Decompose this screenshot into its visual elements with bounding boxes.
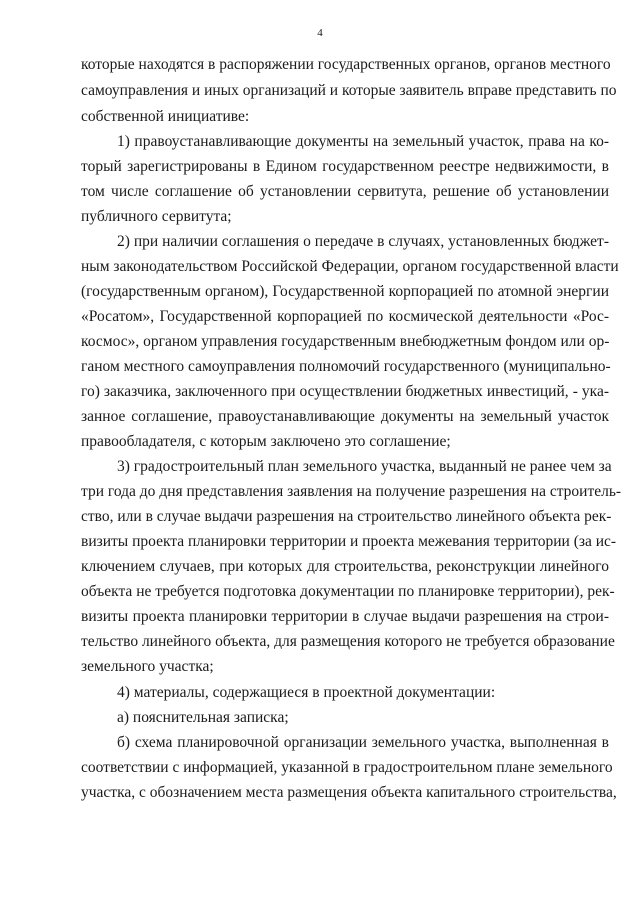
text-line: торый зарегистрированы в Едином государственном реестре недвижимости, в — [81, 158, 609, 175]
text-line: визиты проекта планировки территории и проекта межевания территории (за ис- — [81, 533, 617, 550]
text-line: ганом местного самоуправления полномочий государственного (муниципально- — [81, 358, 611, 375]
text-line: визиты проекта планировки территории в случае выдачи разрешения на строи- — [81, 608, 609, 625]
text-line: том числе соглашение об установлении сервитута, решение об установлении — [81, 183, 609, 200]
text-line: космос», органом управления государственным внебюджетным фондом или ор- — [81, 333, 610, 350]
page-number: 4 — [317, 27, 323, 39]
text-line: земельного участка; — [81, 658, 214, 675]
text-line: ным законодательством Российской Федерации, органом государственной власти — [81, 258, 619, 275]
text-line: 1) правоустанавливающие документы на земельный участок, права на ко- — [117, 133, 609, 150]
text-line: 2) при наличии соглашения о передаче в случаях, установленных бюджет- — [117, 233, 609, 250]
text-line: ство, или в случае выдачи разрешения на строительство линейного объекта рек- — [81, 508, 612, 525]
text-line: самоуправления и иных организаций и которые заявитель вправе представить по — [81, 82, 617, 99]
text-line: участка, с обозначением места размещения объекта капитального строительства, — [81, 784, 617, 801]
text-line: (государственным органом), Государственной корпорацией по атомной энергии — [81, 283, 609, 300]
text-line: а) пояснительная записка; — [117, 709, 289, 726]
text-line: собственной инициативе: — [81, 108, 250, 125]
text-line: «Росатом», Государственной корпорацией по космической деятельности «Рос- — [81, 308, 609, 325]
text-line: занное соглашение, правоустанавливающие документы на земельный участок — [81, 408, 609, 425]
text-line: три года до дня представления заявления на получение разрешения на строитель- — [81, 483, 622, 500]
text-line: соответствии с информацией, указанной в градостроительном плане земельного — [81, 759, 613, 776]
text-line: б) схема планировочной организации земельного участка, выполненная в — [117, 734, 609, 751]
text-line: ключением случаев, при которых для строительства, реконструкции линейного — [81, 558, 609, 575]
text-line: го) заказчика, заключенного при осуществлении бюджетных инвестиций, - ука- — [81, 383, 609, 400]
text-line: объекта не требуется подготовка документации по планировке территории), рек- — [81, 583, 615, 600]
text-line: тельство линейного объекта, для размещения которого не требуется образование — [81, 633, 615, 650]
text-line: правообладателя, с которым заключено это соглашение; — [81, 433, 451, 450]
text-line: которые находятся в распоряжении государственных органов, органов местного — [81, 56, 611, 73]
text-line: публичного сервитута; — [81, 208, 232, 225]
text-line: 4) материалы, содержащиеся в проектной документации: — [117, 684, 496, 701]
text-line: 3) градостроительный план земельного участка, выданный не ранее чем за — [117, 458, 612, 475]
